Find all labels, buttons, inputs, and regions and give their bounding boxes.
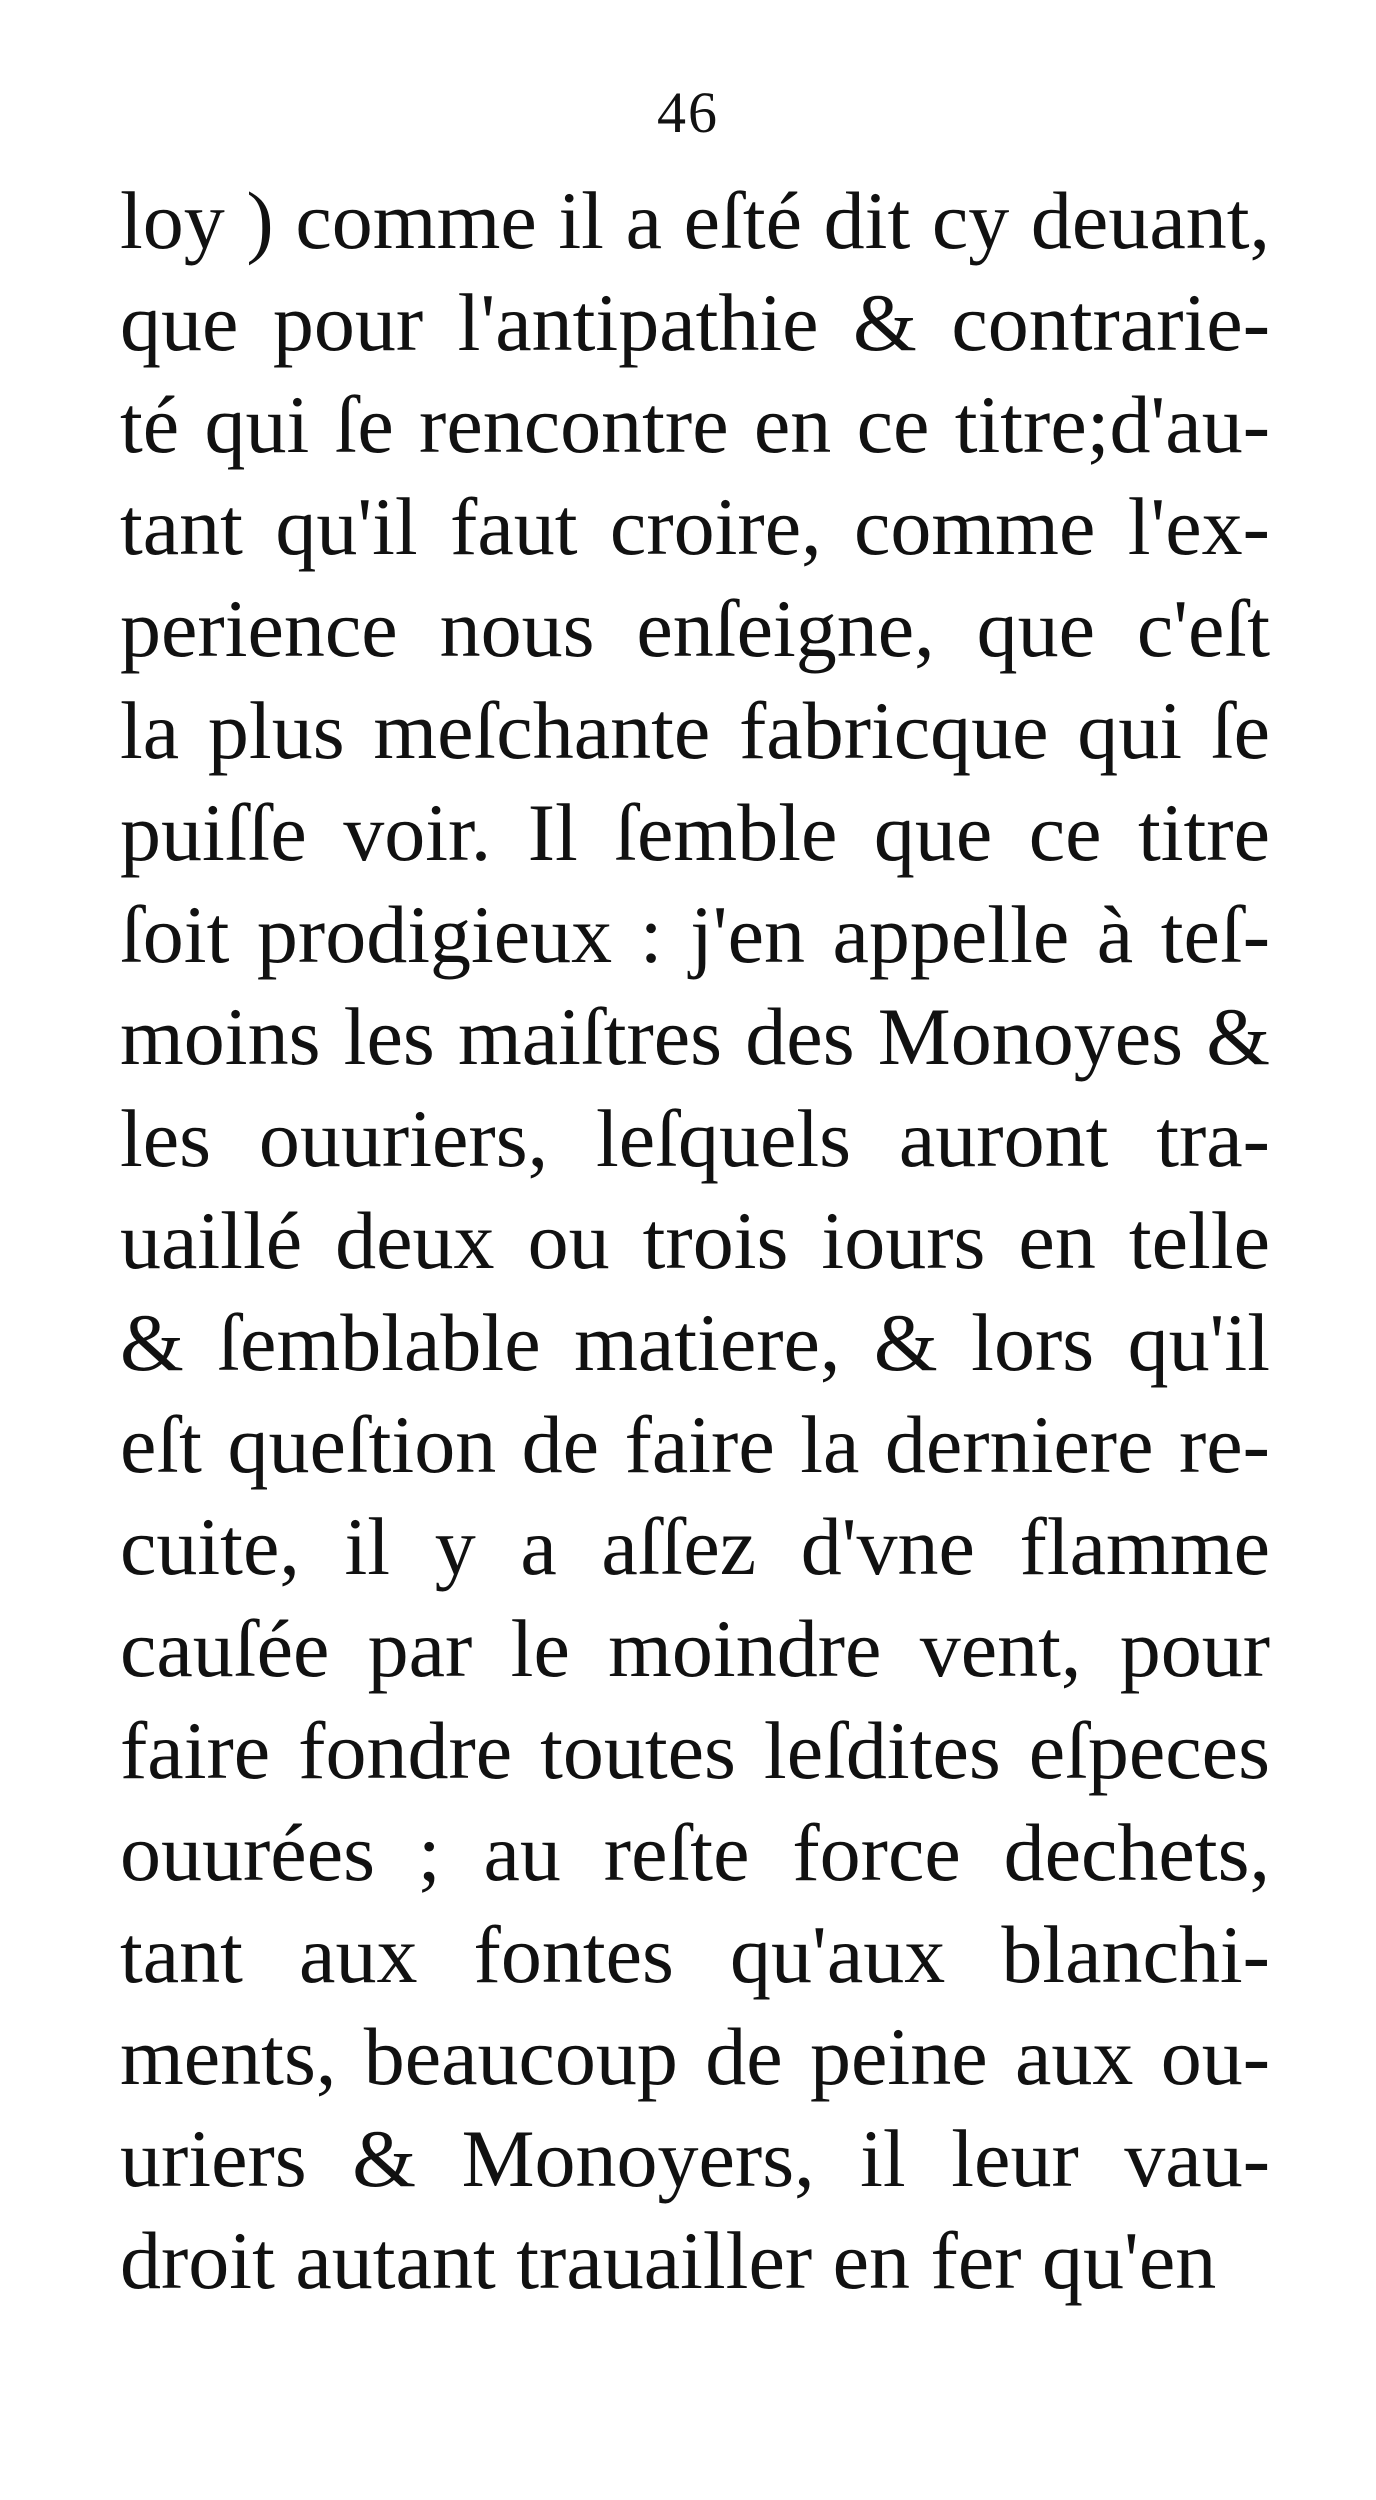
text-line: la plus meſchante fabricque qui ſe [120,685,1270,776]
text-line: ouurées ; au reſte force dechets, [120,1807,1270,1898]
text-line: faire fondre toutes leſdites eſpeces [120,1705,1270,1796]
text-line: puiſſe voir. Il ſemble que ce titre [120,787,1270,878]
text-line: les ouuriers, leſquels auront tra- [120,1093,1270,1184]
text-line: que pour l'antipathie & contrarie- [120,277,1270,368]
text-line: loy ) comme il a eſté dit cy deuant, [120,175,1270,266]
text-line: tant aux fontes qu'aux blanchi- [120,1909,1270,2000]
text-line: eſt queſtion de faire la derniere re- [120,1399,1270,1490]
text-line: ments, beaucoup de peine aux ou- [120,2011,1270,2102]
text-line: moins les maiſtres des Monoyes & [120,991,1270,1082]
text-line: perience nous enſeigne, que c'eſt [120,583,1270,674]
text-line: ſoit prodigieux : j'en appelle à teſ- [120,889,1270,980]
text-line: tant qu'il faut croire, comme l'ex- [120,481,1270,572]
text-line: cuite, il y a aſſez d'vne flamme [120,1501,1270,1592]
text-line: uaillé deux ou trois iours en telle [120,1195,1270,1286]
body-text [120,170,1270,2312]
page-number: 46 [657,80,719,145]
text-line: cauſée par le moindre vent, pour [120,1603,1270,1694]
text-line: té qui ſe rencontre en ce titre;d'au- [120,379,1270,470]
text-line: uriers & Monoyers, il leur vau- [120,2113,1270,2204]
text-line: & ſemblable matiere, & lors qu'il [120,1297,1270,1388]
text-line: droit autant trauailler en fer qu'en [120,2215,1217,2306]
